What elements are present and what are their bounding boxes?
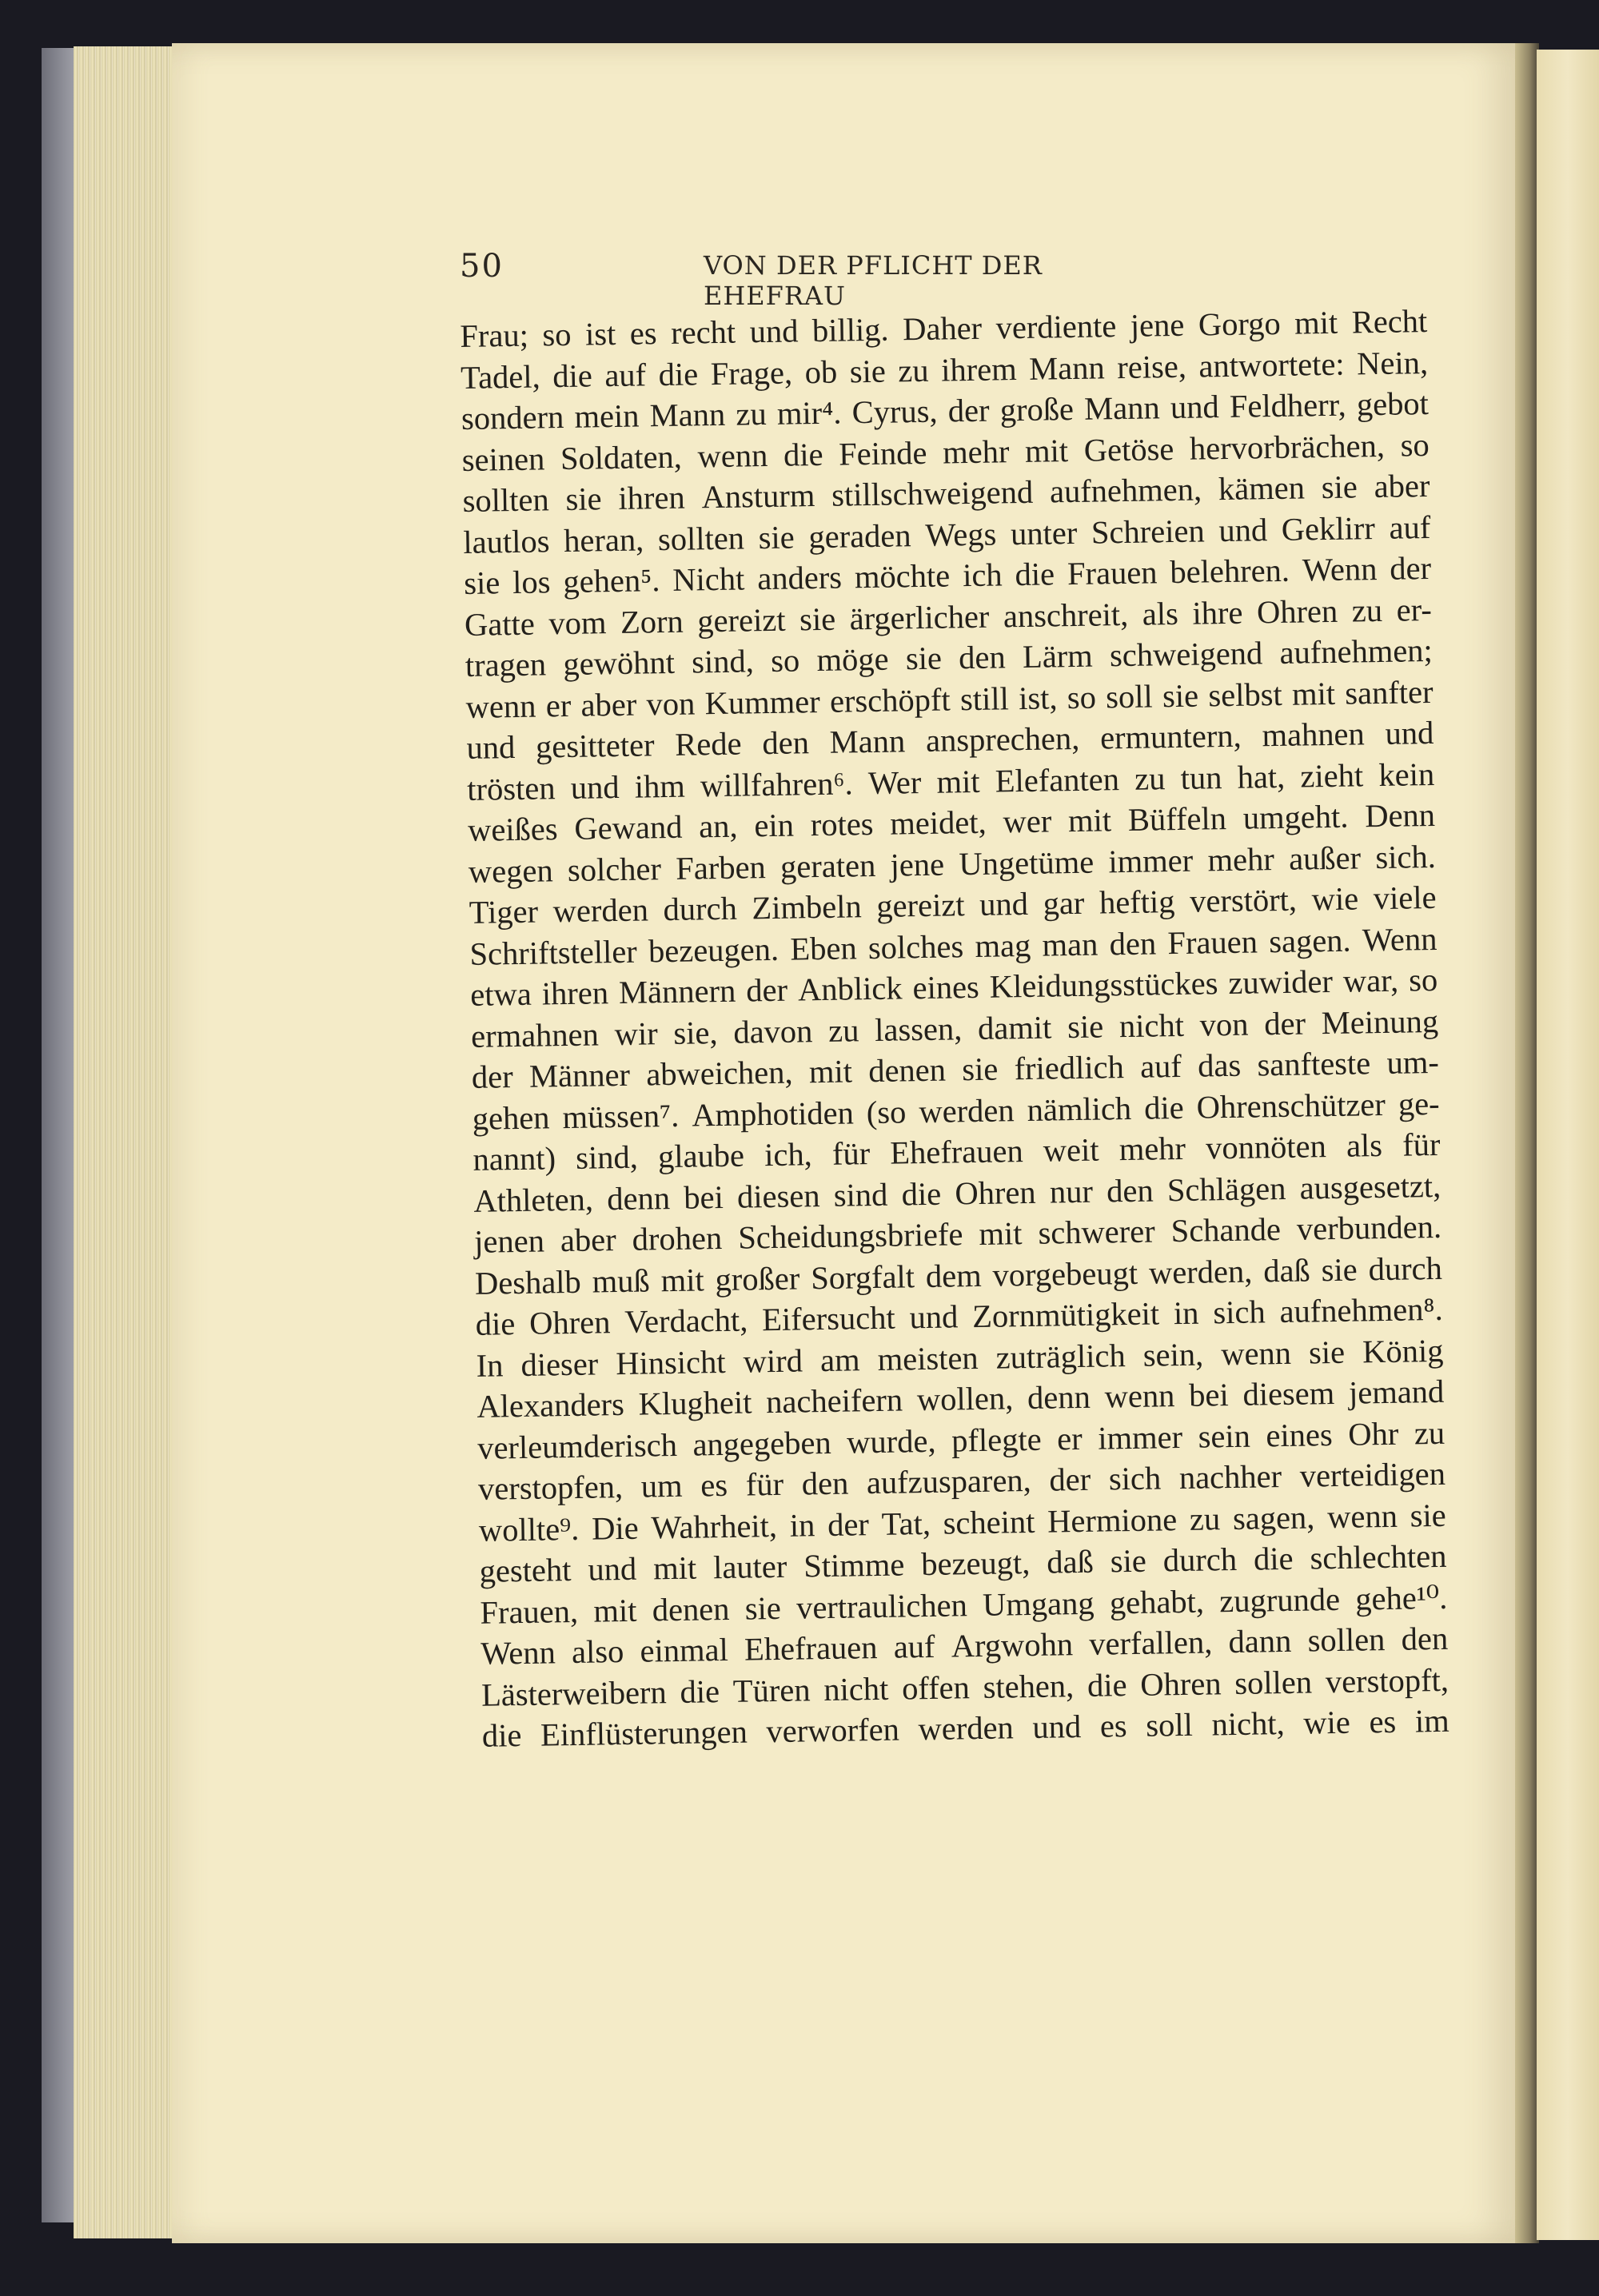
text-line: Schriftsteller bezeugen. Eben solches mag man den Frauen sagen. Wenn: [469, 920, 1438, 972]
book-gutter: [1515, 43, 1539, 2243]
text-line: jenen aber drohen Scheidungsbriefe mit schwerer Schande verbunden.: [473, 1208, 1442, 1260]
text-line: etwa ihren Männern der Anblick eines Kleidungsstückes zuwider war, so: [469, 961, 1438, 1013]
text-line: Gatte vom Zorn gereizt sie ärgerlicher anschreit, als ihre Ohren zu er-: [464, 591, 1433, 643]
text-line: der Männer abweichen, mit denen sie friedlich auf das sanfteste um-: [471, 1043, 1440, 1095]
text-line: seinen Soldaten, wenn die Feinde mehr mit Getöse hervorbrächen, so: [461, 426, 1430, 478]
facing-page-edge: [1537, 50, 1599, 2240]
body-text: [460, 301, 1449, 1756]
text-line: nannt) sind, glaube ich, für Ehefrauen weit mehr vonnöten als für: [473, 1126, 1441, 1178]
text-line: wegen solcher Farben geraten jene Ungetüme immer mehr außer sich.: [468, 838, 1437, 890]
text-line: Tiger werden durch Zimbeln gereizt und gar heftig verstört, wie viele: [469, 879, 1437, 931]
text-line: sondern mein Mann zu mir⁴. Cyrus, der große Mann und Feldherr, gebot: [461, 385, 1430, 436]
text-line: tragen gewöhnt sind, so möge sie den Lärm schweigend aufnehmen;: [465, 632, 1434, 684]
text-line: Deshalb muß mit großer Sorgfalt dem vorgebeugt werden, daß sie durch: [474, 1250, 1443, 1301]
text-line: die Einflüsterungen verworfen werden und es soll nicht, wie es im: [481, 1702, 1450, 1754]
text-line: Lästerweibern die Türen nicht offen stehen, die Ohren sollen verstopft,: [480, 1661, 1449, 1713]
text-line: gesteht und mit lauter Stimme bezeugt, daß sie durch die schlechten: [479, 1537, 1447, 1589]
text-line: lautlos heran, sollten sie geraden Wegs unter Schreien und Geklirr auf: [463, 508, 1431, 560]
text-line: Alexanders Klugheit nacheifern wollen, denn wenn bei diesem jemand: [477, 1373, 1445, 1425]
text-line: wenn er aber von Kummer erschöpft still ist, so soll sie selbst mit sanfter: [465, 673, 1434, 725]
text-line: Tadel, die auf die Frage, ob sie zu ihrem Mann reise, antwortete: Nein,: [460, 344, 1429, 396]
text-line: verleumderisch angegeben wurde, pflegte er immer sein eines Ohr zu: [477, 1414, 1445, 1466]
text-line: gehen müssen⁷. Amphotiden (so werden nämlich die Ohrenschützer ge-: [472, 1085, 1440, 1137]
text-line: In dieser Hinsicht wird am meisten zuträglich sein, wenn sie König: [476, 1332, 1444, 1384]
text-line: die Ohren Verdacht, Eifersucht und Zornmütigkeit in sich aufnehmen⁸.: [475, 1290, 1444, 1342]
text-line: Athleten, denn bei diesen sind die Ohren nur den Schlägen ausgesetzt,: [473, 1167, 1441, 1219]
text-line: Wenn also einmal Ehefrauen auf Argwohn verfallen, dann sollen den: [480, 1620, 1449, 1672]
page-number: 50: [460, 248, 504, 285]
text-line: Frau; so ist es recht und billig. Daher verdiente jene Gorgo mit Recht: [460, 302, 1428, 354]
text-line: sollten sie ihren Ansturm stillschweigend aufnehmen, kämen sie aber: [462, 467, 1430, 519]
text-line: und gesitteter Rede den Mann ansprechen, ermuntern, mahnen und: [466, 714, 1434, 766]
text-line: sie los gehen⁵. Nicht anders möchte ich die Frauen belehren. Wenn der: [463, 549, 1432, 601]
page-edges: [74, 46, 177, 2238]
text-line: weißes Gewand an, ein rotes meidet, wer mit Büffeln umgeht. Denn: [467, 796, 1436, 848]
text-line: ermahnen wir sie, davon zu lassen, damit sie nicht von der Meinung: [470, 1003, 1439, 1054]
text-line: trösten und ihm willfahren⁶. Wer mit Elefanten zu tun hat, zieht kein: [466, 755, 1435, 807]
running-head: [460, 244, 1179, 311]
text-line: wollte⁹. Die Wahrheit, in der Tat, scheint Hermione zu sagen, wenn sie: [478, 1497, 1447, 1549]
text-line: Frauen, mit denen sie vertraulichen Umgang gehabt, zugrunde gehe¹⁰.: [480, 1579, 1448, 1631]
running-title: VON DER PFLICHT DER EHEFRAU: [704, 250, 1043, 311]
text-line: verstopfen, um es für den aufzusparen, der sich nachher verteidigen: [477, 1455, 1446, 1507]
